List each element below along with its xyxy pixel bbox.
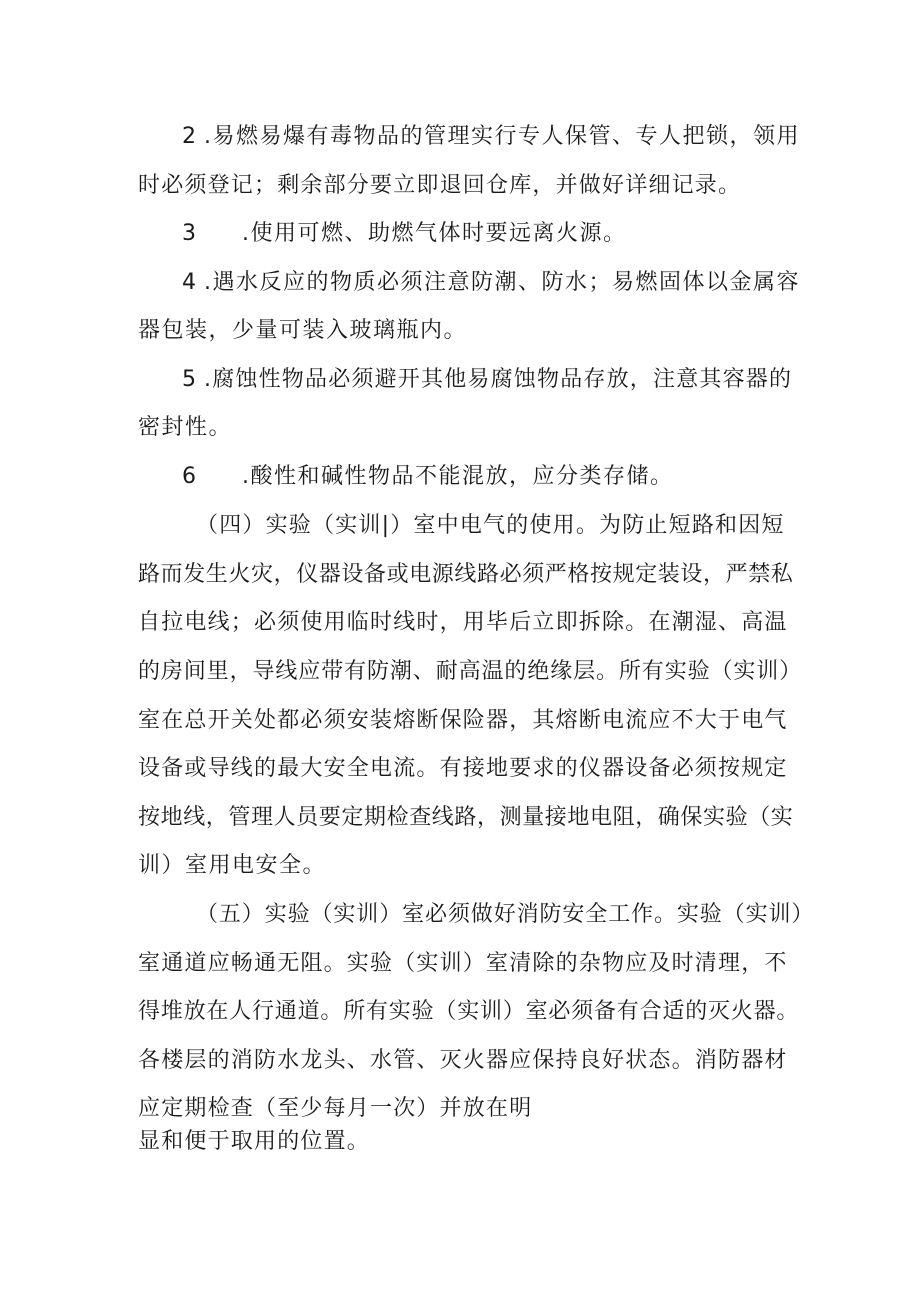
item-text: .酸性和碱性物品不能混放，应分类存储。	[242, 464, 674, 489]
section-5-line-2: 室通道应畅通无阻。实验（实训）室清除的杂物应及时清理，不	[138, 951, 788, 976]
section-5-line-1: （五）实验（实训）室必须做好消防安全工作。实验（实训）	[196, 902, 815, 927]
item-text: .腐蚀性物品必须避开其他易腐蚀物品存放，注意其容器的	[204, 367, 793, 392]
section-5-line-6: 显和便于取用的位置。	[138, 1129, 371, 1154]
item-4-line-2: 器包装，少量可装入玻璃瓶内。	[138, 318, 468, 343]
item-5-line-2: 密封性。	[138, 415, 233, 440]
item-2-line-1	[182, 122, 800, 152]
item-text: .使用可燃、助燃气体时要远离火源。	[242, 221, 627, 246]
item-number: 2	[182, 124, 196, 149]
section-4-line-3: 自拉电线；必须使用临时线时，用毕后立即拆除。在潮湿、高温	[138, 610, 788, 635]
item-5-line-1	[182, 365, 792, 395]
section-4-line-6: 设备或导线的最大安全电流。有接地要求的仪器设备必须按规定	[138, 756, 788, 781]
section-4-line-4: 的房间里，导线应带有防潮、耐高温的绝缘层。所有实验（实训）	[138, 659, 803, 684]
item-number: 4	[182, 270, 196, 295]
item-text: .遇水反应的物质必须注意防潮、防水；易燃固体以金属容	[204, 270, 800, 295]
item-3-line-1	[182, 219, 627, 249]
section-4-line-1: （四）实验（实训|）室中电气的使用。为防止短路和因短	[196, 513, 785, 538]
section-4-line-2: 路而发生火灾，仪器设备或电源线路必须严格按规定装设，严禁私	[138, 562, 794, 587]
item-number: 6	[182, 464, 196, 489]
section-5-line-3: 得堆放在人行通道。所有实验（实训）室必须备有合适的灭火器。	[138, 999, 800, 1024]
item-2-line-2: 时必须登记；剩余部分要立即退回仓库，并做好详细记录。	[138, 173, 742, 198]
item-6-line-1	[182, 462, 674, 492]
section-5-line-5: 应定期检查（至少每月一次）并放在明	[138, 1096, 533, 1121]
section-4-line-5: 室在总开关处都必须安装熔断保险器，其熔断电流应不大于电气	[138, 708, 788, 733]
section-4-line-7: 按地线，管理人员要定期检查线路，测量接地电阻，确保实验（实	[138, 805, 794, 830]
item-text: .易燃易爆有毒物品的管理实行专人保管、专人把锁，领用	[204, 124, 800, 149]
item-number: 5	[182, 367, 196, 392]
section-5-line-4: 各楼层的消防水龙头、水管、灭火器应保持良好状态。消防器材	[138, 1048, 788, 1073]
item-number: 3	[182, 221, 196, 246]
item-4-line-1	[182, 268, 800, 298]
section-4-line-8: 训）室用电安全。	[138, 853, 327, 878]
